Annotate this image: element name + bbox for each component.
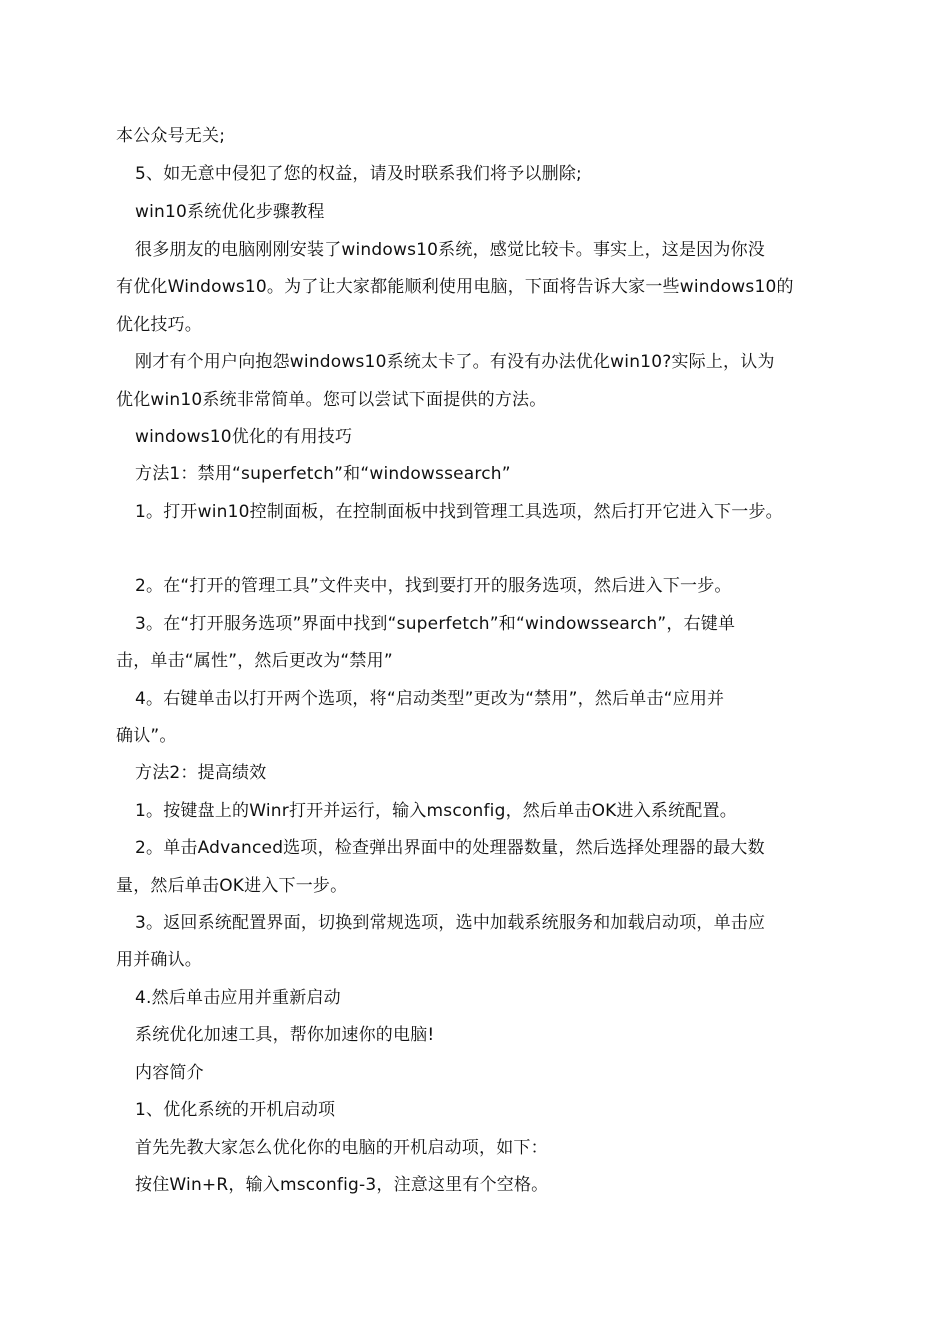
step-line: 用并确认。	[116, 950, 202, 970]
method-heading: 方法1：禁用“superfetch”和“windowssearch”	[135, 464, 511, 484]
section-heading: 内容简介	[135, 1063, 204, 1083]
method-heading: 方法2：提高绩效	[135, 763, 267, 783]
paragraph-line: 优化技巧。	[116, 315, 202, 335]
paragraph-line: 很多朋友的电脑刚刚安装了windows10系统，感觉比较卡。事实上，这是因为你没	[135, 240, 765, 260]
paragraph-line: 优化win10系统非常简单。您可以尝试下面提供的方法。	[116, 390, 547, 410]
step-line: 3。在“打开服务选项”界面中找到“superfetch”和“windowssearch”，右键单	[135, 614, 736, 634]
step-line: 3。返回系统配置界面，切换到常规选项，选中加载系统服务和加载启动项，单击应	[135, 913, 766, 933]
text-line: 5、如无意中侵犯了您的权益，请及时联系我们将予以删除;	[135, 164, 582, 184]
paragraph-line: 刚才有个用户向抱怨windows10系统太卡了。有没有办法优化win10?实际上，认为	[135, 352, 775, 372]
text-line: 按住Win+R，输入msconfig-3，注意这里有个空格。	[135, 1175, 549, 1195]
step-line: 1、优化系统的开机启动项	[135, 1100, 336, 1120]
step-line: 2。单击Advanced选项，检查弹出界面中的处理器数量，然后选择处理器的最大数	[135, 838, 765, 858]
step-line: 量，然后单击OK进入下一步。	[116, 876, 348, 896]
section-heading: win10系统优化步骤教程	[135, 202, 325, 222]
step-line: 击，单击“属性”，然后更改为“禁用”	[116, 651, 393, 671]
text-line: 首先先教大家怎么优化你的电脑的开机启动项，如下：	[135, 1138, 548, 1158]
step-line: 4。右键单击以打开两个选项，将“启动类型”更改为“禁用”，然后单击“应用并	[135, 689, 725, 709]
section-heading: windows10优化的有用技巧	[135, 427, 353, 447]
step-line: 4.然后单击应用并重新启动	[135, 988, 341, 1008]
step-line: 1。打开win10控制面板，在控制面板中找到管理工具选项，然后打开它进入下一步。	[135, 502, 783, 522]
step-line: 确认”。	[116, 726, 177, 746]
text-line: 系统优化加速工具，帮你加速你的电脑!	[135, 1025, 435, 1045]
text-line: 本公众号无关;	[116, 126, 226, 146]
paragraph-line: 有优化Windows10。为了让大家都能顺利使用电脑，下面将告诉大家一些windows10的	[116, 277, 794, 297]
step-line: 2。在“打开的管理工具”文件夹中，找到要打开的服务选项，然后进入下一步。	[135, 576, 732, 596]
step-line: 1。按键盘上的Winr打开并运行，输入msconfig，然后单击OK进入系统配置。	[135, 801, 737, 821]
